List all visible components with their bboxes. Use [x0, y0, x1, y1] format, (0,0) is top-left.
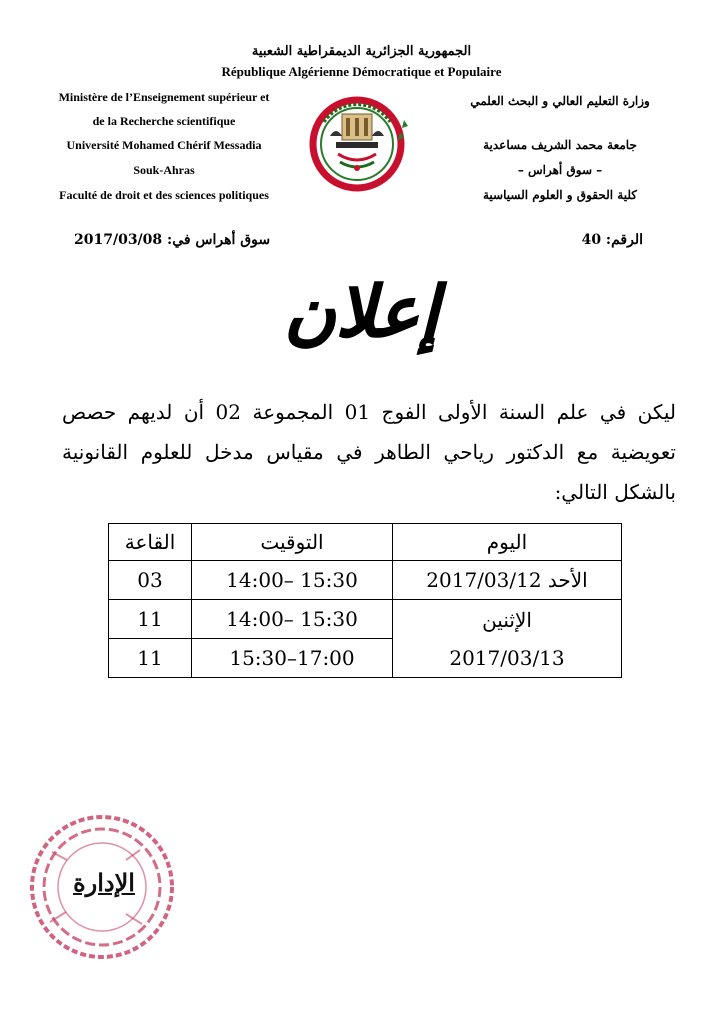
- cell-day-name: الإثنين: [482, 607, 532, 632]
- signature-label: الإدارة: [73, 868, 135, 897]
- header-room: القاعة: [109, 524, 192, 561]
- table-row: [109, 561, 622, 600]
- header-day: اليوم: [393, 524, 622, 561]
- official-stamp-icon: [22, 812, 182, 962]
- faculty-fr: Faculté de droit et des sciences politiques: [59, 188, 269, 202]
- announcement-body: ليكن في علم السنة الأولى الفوج 01 المجموعة 02 أن لديهم حصص تعويضية مع الدكتور رياحي الطاهر في مقياس مدخل للعلوم القانونية بالشكل التالي:: [62, 400, 676, 504]
- faculty-ar: كلية الحقوق و العلوم السياسية: [482, 188, 638, 202]
- table-row: [109, 600, 622, 639]
- reference-number: الرقم: 40: [581, 232, 643, 248]
- table-header-row: [109, 524, 622, 561]
- country-name-fr: République Algérienne Démocratique et Populaire: [221, 64, 502, 79]
- cell-room: 03: [109, 561, 192, 600]
- city-fr: Souk-Ahras: [133, 163, 195, 177]
- city-ar: – سوق أهراس –: [517, 163, 603, 177]
- cell-room: 11: [109, 600, 192, 639]
- cell-day: [393, 600, 622, 678]
- cell-time: 15:30–17:00: [192, 639, 393, 678]
- schedule-table: [108, 523, 622, 678]
- cell-day: الأحد 2017/03/12: [393, 561, 622, 600]
- university-fr: Université Mohamed Chérif Messadia: [66, 138, 262, 152]
- cell-day-date: 2017/03/13: [449, 645, 565, 670]
- ministry-fr-line2: de la Recherche scientifique: [92, 114, 236, 128]
- cell-room: 11: [109, 639, 192, 678]
- place-and-date: سوق أهراس في: 2017/03/08: [74, 232, 271, 248]
- cell-time: 14:00– 15:30: [192, 561, 393, 600]
- header-time: التوقيت: [192, 524, 393, 561]
- university-emblem-icon: [300, 92, 414, 192]
- cell-time: 14:00– 15:30: [192, 600, 393, 639]
- ministry-fr-line1: Ministère de l’Enseignement supérieur et: [58, 90, 270, 104]
- country-name-ar: الجمهورية الجزائرية الديمقراطية الشعبية: [251, 44, 472, 59]
- university-ar: جامعة محمد الشريف مساعدية: [483, 138, 637, 152]
- announcement-title: إعلان: [284, 270, 439, 353]
- ministry-ar: وزارة التعليم العالي و البحث العلمي: [470, 94, 650, 108]
